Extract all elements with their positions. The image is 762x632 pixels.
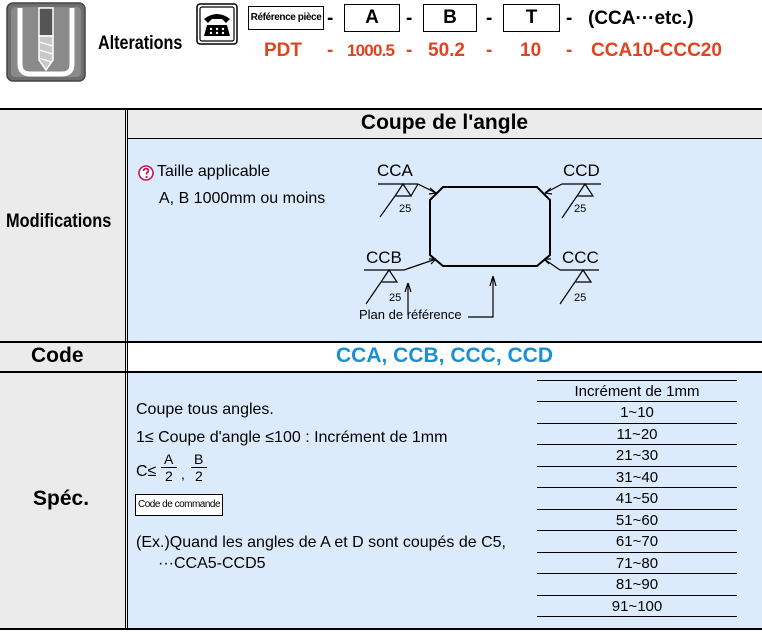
code-t-box: T bbox=[503, 4, 560, 32]
spec-line-1: Coupe tous angles. bbox=[136, 401, 274, 418]
formula-two-b: 2 bbox=[195, 468, 203, 484]
cca-label: CCA bbox=[377, 161, 413, 180]
example-dash-2: - bbox=[406, 40, 413, 61]
increment-row: 91~100 bbox=[611, 597, 663, 615]
reference-part-box: Référence pièce bbox=[248, 6, 324, 30]
dash-2: - bbox=[406, 8, 413, 29]
applicable-text: A, B 1000mm ou moins bbox=[159, 190, 326, 207]
example-line-1: (Ex.)Quand les angles de A et D sont coupés de C5, bbox=[136, 534, 506, 551]
example-alt: CCA10-CCC20 bbox=[591, 40, 722, 61]
code-a-box: A bbox=[344, 4, 400, 32]
formula-two-a: 2 bbox=[165, 468, 173, 484]
cca-roughness: 25 bbox=[399, 203, 412, 215]
formula-a: A bbox=[164, 451, 174, 467]
code-label: Code bbox=[31, 344, 84, 367]
increment-row: 21~30 bbox=[615, 447, 659, 464]
increment-row: 31~40 bbox=[615, 468, 659, 486]
modifications-label: Modifications bbox=[6, 211, 112, 232]
order-code-box: Code de commande bbox=[135, 494, 223, 516]
example-dash-3: - bbox=[486, 40, 493, 61]
spec-line-2: 1≤ Coupe d'angle ≤100 : Incrément de 1mm bbox=[136, 429, 448, 446]
increment-row: 61~70 bbox=[615, 533, 659, 550]
applicable-title: Taille applicable bbox=[157, 163, 270, 180]
reference-plane-label: Plan de référence bbox=[359, 307, 462, 322]
increment-row: 71~80 bbox=[615, 554, 659, 572]
suffix-text: (CCA···etc.) bbox=[588, 8, 694, 29]
ccb-label: CCB bbox=[366, 248, 402, 267]
increment-row: 51~60 bbox=[615, 511, 659, 529]
cca-symbol bbox=[378, 184, 418, 217]
example-prefix: PDT bbox=[264, 40, 302, 61]
increment-row: 11~20 bbox=[616, 425, 658, 443]
formula-c: C≤ bbox=[136, 463, 157, 480]
dash-1: - bbox=[327, 8, 334, 29]
increment-bottom-rule bbox=[537, 616, 737, 617]
example-t: 10 bbox=[520, 40, 542, 61]
example-line-2: ···CCA5-CCD5 bbox=[158, 555, 266, 572]
example-a: 1000.5 bbox=[347, 41, 395, 60]
section-title: Coupe de l'angle bbox=[360, 111, 529, 134]
code-b-box: B bbox=[423, 4, 477, 32]
increment-row: 81~90 bbox=[615, 576, 659, 593]
ccd-roughness: 25 bbox=[574, 203, 587, 215]
increment-row: 1~10 bbox=[620, 404, 654, 421]
reference-arrow-right bbox=[468, 276, 496, 317]
formula-comma: , bbox=[181, 466, 185, 482]
example-dash-1: - bbox=[327, 40, 334, 61]
code-value: CCA, CCB, CCC, CCD bbox=[336, 344, 553, 367]
alterations-label: Alterations bbox=[98, 33, 183, 54]
example-dash-4: - bbox=[566, 40, 573, 61]
example-b: 50.2 bbox=[428, 40, 465, 61]
increment-row: 41~50 bbox=[615, 490, 659, 507]
ccc-label: CCC bbox=[562, 248, 599, 267]
formula-b: B bbox=[194, 451, 204, 467]
ccd-label: CCD bbox=[563, 161, 600, 180]
dash-4: - bbox=[566, 8, 573, 29]
chamfered-plate bbox=[430, 187, 550, 266]
ccc-roughness: 25 bbox=[574, 292, 587, 304]
dash-3: - bbox=[486, 8, 493, 29]
increment-header: Incrément de 1mm bbox=[574, 383, 700, 400]
spec-label: Spéc. bbox=[33, 487, 90, 510]
ccb-roughness: 25 bbox=[389, 292, 402, 304]
